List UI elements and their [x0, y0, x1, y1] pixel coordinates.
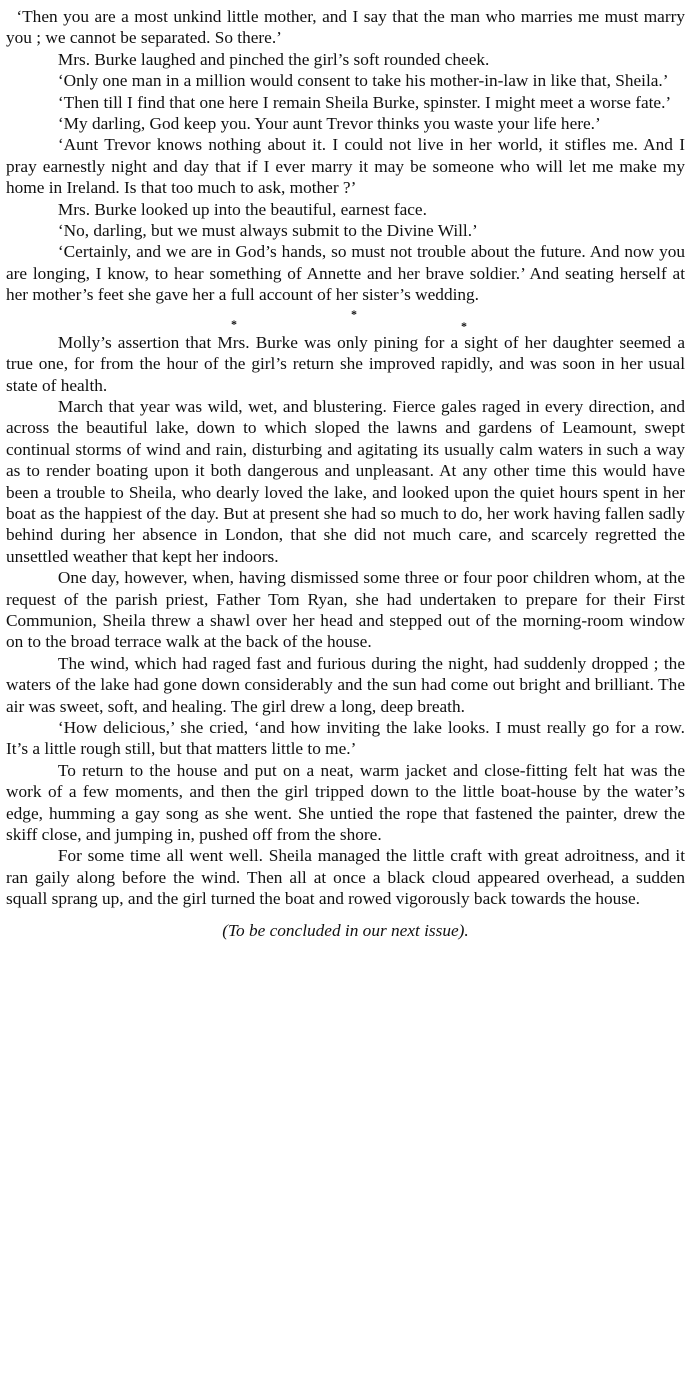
paragraph: The wind, which had raged fast and furious during the night, had suddenly dropped ; the waters of the lake had gone down considerably and the sun had come out bright and brilliant. The air was sweet, soft, and healing. The girl drew a long, deep breath. — [6, 653, 685, 716]
paragraph: ‘How delicious,’ she cried, ‘and how inviting the lake looks. I must really go for a row. It’s a little rough still, but that matters little to me.’ — [6, 718, 685, 759]
paragraph: ‘My darling, God keep you. Your aunt Trevor thinks you waste your life here.’ — [57, 114, 601, 134]
paragraph: For some time all went well. Sheila managed the little craft with great adroitness, and it ran gaily along before the wind. Then all at once a black cloud appeared overhead, a sudden squall sprang up, and the girl turned the boat and rowed vigorously back towards the house. — [6, 846, 685, 909]
continuation-note: (To be concluded in our next issue). — [222, 920, 469, 940]
paragraph: ‘No, darling, but we must always submit to the Divine Will.’ — [57, 221, 478, 241]
text-block-before-break — [6, 6, 685, 306]
paragraph: March that year was wild, wet, and blustering. Fierce gales raged in every direction, and across the beautiful lake, down to which sloped the lawns and gardens of Leamount, swept continual storms of wind and rain, disturbing and agitating its usually calm waters in such a way as to render boating upon it both dangerous and unpleasant. At any other time this would have been a trouble to Sheila, who dearly loved the lake, and looked upon the quiet hours spent in her boat as the happiest of the day. But at present she had so much to do, her work having fallen sadly behind during her absence in London, that she did not much care, and scarcely regretted the unsettled weather that kept her indoors. — [6, 396, 685, 566]
section-break-star: * — [461, 318, 467, 333]
paragraph: ‘Then you are a most unkind little mother, and I say that the man who marries me must marry you ; we cannot be separated. So there.’ — [6, 7, 685, 48]
section-break-star: * — [351, 306, 357, 321]
paragraph: ‘Certainly, and we are in God’s hands, so must not trouble about the future. And now you are longing, I know, to hear something of Annette and her brave soldier.’ And seating herself at her mother’s feet she gave her a full account of her sister’s wedding. — [6, 242, 685, 305]
paragraph: Mrs. Burke looked up into the beautiful, earnest face. — [57, 199, 427, 219]
section-break — [6, 308, 685, 332]
paragraph: To return to the house and put on a neat, warm jacket and close-fitting felt hat was the work of a few moments, and then the girl tripped down to the little boat-house by the water’s edge, humming a gay song as she went. She untied the rope that fastened the painter, drew the skiff close, and jumping in, pushed off from the shore. — [6, 760, 685, 845]
paragraph: Mrs. Burke laughed and pinched the girl’s soft rounded cheek. — [57, 49, 490, 69]
paragraph: ‘Then till I find that one here I remain Sheila Burke, spinster. I might meet a worse fate.’ — [57, 92, 672, 112]
paragraph: One day, however, when, having dismissed some three or four poor children whom, at the request of the parish priest, Father Tom Ryan, she had undertaken to prepare for their First Communion, Sheila threw a shawl over her head and stepped out of the morning-room window on to the broad terrace walk at the back of the house. — [6, 568, 685, 652]
section-break-star: * — [231, 316, 237, 331]
paragraph: ‘Aunt Trevor knows nothing about it. I could not live in her world, it stifles me. And I pray earnestly night and day that if I ever marry it may be someone who will let me make my home in Ireland. Is that too much to ask, mother ?’ — [6, 135, 685, 198]
paragraph: ‘Only one man in a million would consent to take his mother-in-law in like that, Sheila.’ — [57, 71, 669, 91]
text-block-after-break — [6, 332, 685, 910]
paragraph: Molly’s assertion that Mrs. Burke was only pining for a sight of her daughter seemed a true one, for from the hour of the girl’s return she improved rapidly, and was soon in her usual state of health. — [6, 332, 685, 395]
